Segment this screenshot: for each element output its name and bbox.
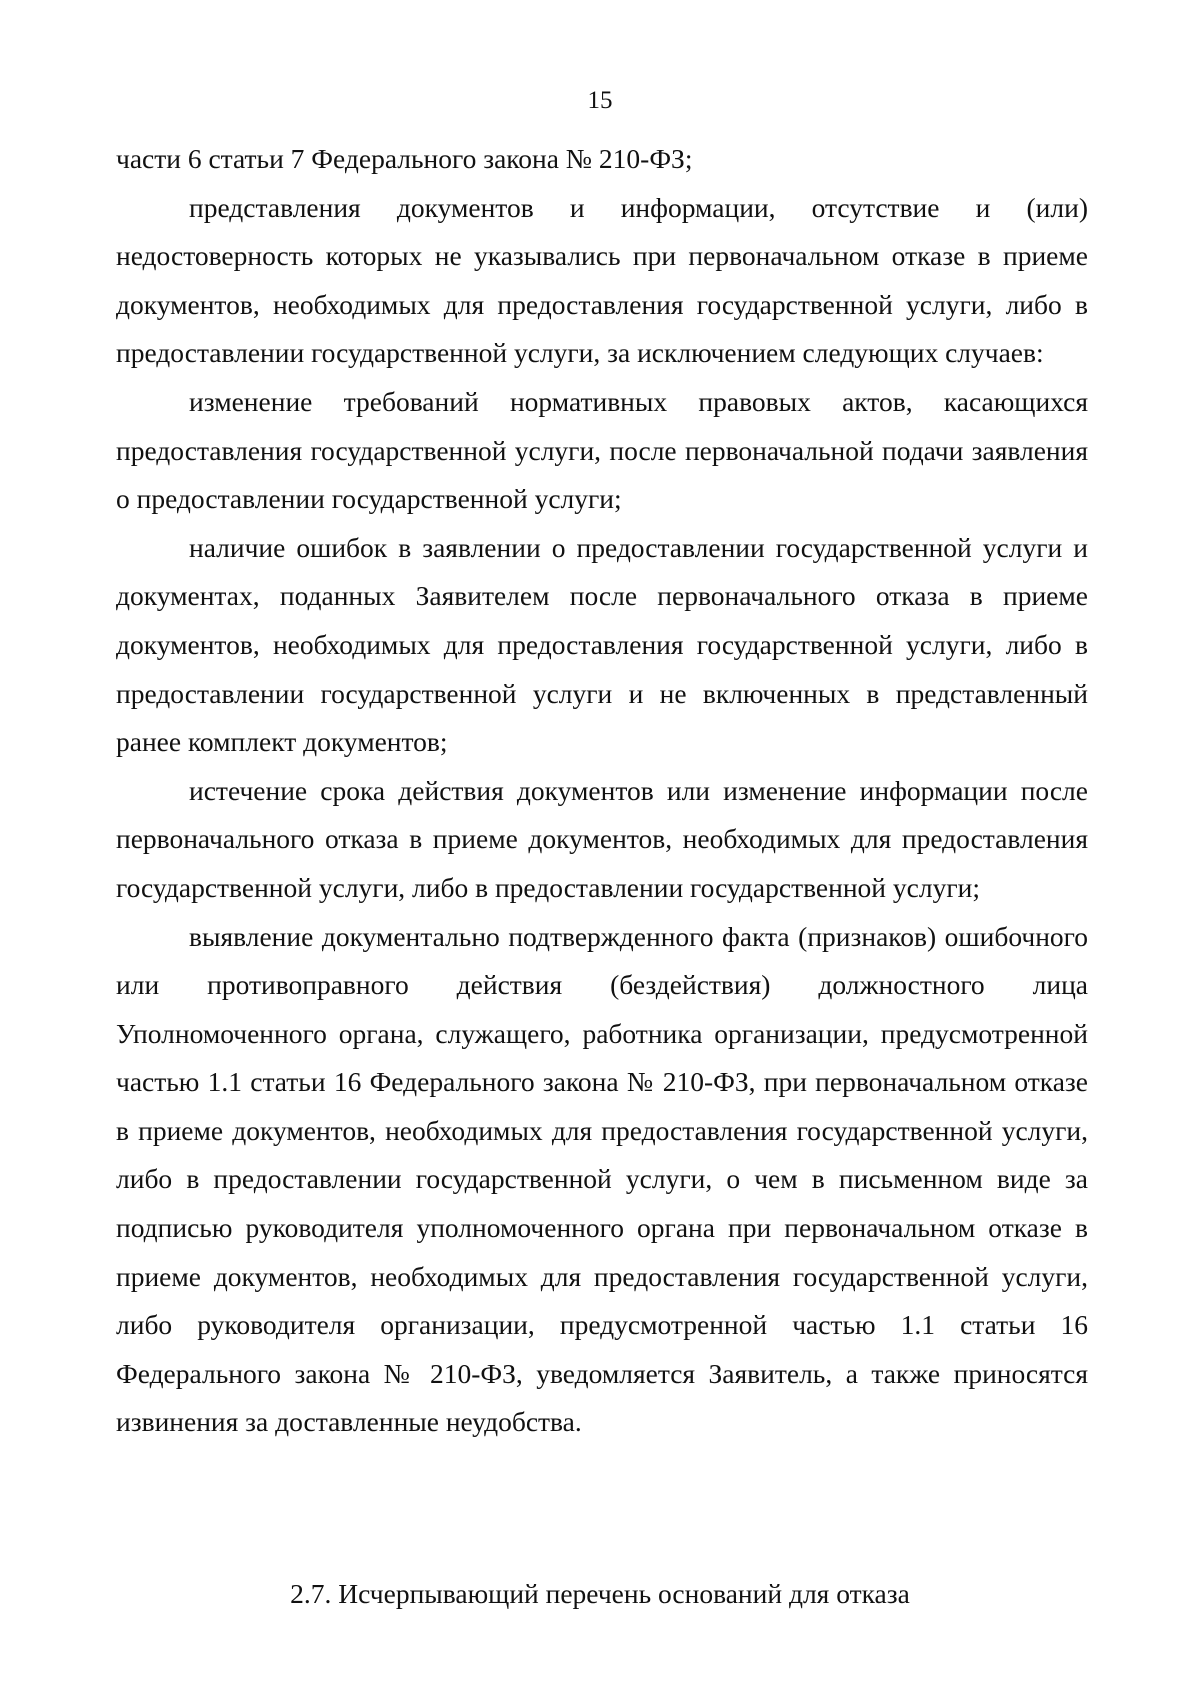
section-heading: 2.7. Исчерпывающий перечень оснований для отказа [290, 1578, 910, 1609]
body-text [116, 135, 1088, 1447]
page-number: 15 [587, 87, 613, 114]
paragraph-errors-in-application: наличие ошибок в заявлении о предоставлении государственной услуги и документах, поданных Заявителем после первоначального отказа в приеме документов, необходимых для предоставления государственной услуги, либо в предоставлении государственной услуги и не включенных в представленный ранее комплект документов; [116, 531, 1088, 758]
paragraph-expiry-of-documents: истечение срока действия документов или изменение информации после первоначального отказа в приеме документов, необходимых для предоставления государственной услуги, либо в предоставлении государственной услуги; [116, 774, 1088, 903]
paragraph-erroneous-action: выявление документально подтвержденного факта (признаков) ошибочного или противоправного действия (бездействия) должностного лица Уполномоченного органа, служащего, работника организации, предусмотренной частью 1.1 статьи 16 Федерального закона № 210-ФЗ, при первоначальном отказе в приеме документов, необходимых для предоставления государственной услуги, либо в предоставлении государственной услуги, о чем в письменном виде за подписью руководителя уполномоченного органа при первоначальном отказе в приеме документов, необходимых для предоставления государственной услуги, либо руководителя организации, предусмотренной частью 1.1 статьи 16 Федерального закона № 210-ФЗ, уведомляется Заявитель, а также приносятся извинения за доставленные неудобства. [116, 920, 1088, 1438]
paragraph-continuation: части 6 статьи 7 Федерального закона № 210-ФЗ; [116, 143, 693, 174]
paragraph-documents-information: представления документов и информации, отсутствие и (или) недостоверность которых не указывались при первоначальном отказе в приеме документов, необходимых для предоставления государственной услуги, либо в предоставлении государственной услуги, за исключением следующих случаев: [116, 191, 1088, 369]
paragraph-requirements-change: изменение требований нормативных правовых актов, касающихся предоставления государственной услуги, после первоначальной подачи заявления о предоставлении государственной услуги; [116, 385, 1088, 515]
